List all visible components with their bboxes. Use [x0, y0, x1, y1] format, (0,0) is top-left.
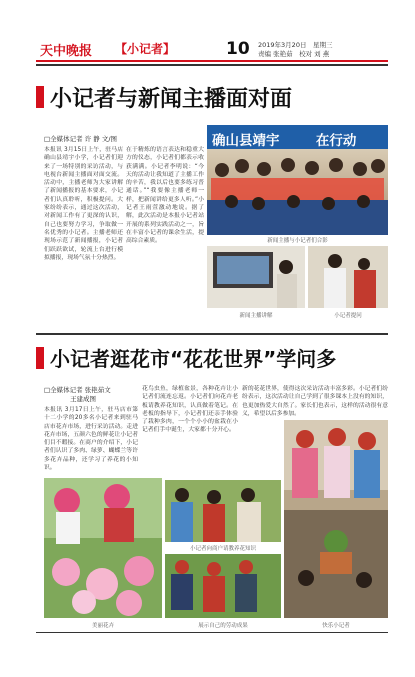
article2-photo3-caption: 展示自己的劳动成果 [198, 623, 248, 629]
article1-photo-group [207, 125, 388, 235]
section-name: 【小记者】 [115, 42, 176, 56]
article1-photo3 [308, 246, 388, 308]
date-line: 2019年3月20日 星期三 [258, 41, 333, 49]
masthead-rule [36, 60, 388, 62]
page-bottom-rule [36, 632, 388, 633]
article2-photo4 [284, 420, 388, 618]
article2-photo2 [165, 480, 281, 542]
article2-photo1 [44, 478, 162, 618]
article2-headline: 小记者逛花市“花花世界”学问多 [50, 347, 337, 371]
article2-top-rule [36, 333, 388, 335]
article2-photo3 [165, 554, 281, 618]
article1-byline: □全媒体记者 许 静 文/图 [44, 135, 118, 143]
article2-column-3: 新的花花世界，使得这次采访活动丰富多彩。小记者们纷纷表示，这次活动让自己学到了很多课本上没有的知识，也更加热爱大自然了。家长们也表示，这样的活动很有意义，希望以后多参加。 [242, 386, 388, 417]
article1-column-2: 在于精炼的语言表达和稳重大方的仪态，小记者们都表示收获满满。小记者李明说：“今天的活动让我知道了主播工作的辛苦，我以后也要多练习普通话。”“我要像主播老师一样，把新闻讲给更多人听。”小记者王雨萱激动地说。据了解，此次活动是本报小记者站开展的系列实践活动之一，旨在丰富小记者的课余生活，提高综合素质。 [126, 147, 204, 245]
article1-photo1-caption: 新闻主播与小记者们合影 [267, 238, 328, 244]
article2-byline: □全媒体记者 张艳茹文 [44, 386, 111, 394]
article2-photo4-caption: 快乐小记者 [322, 623, 350, 629]
article1-column-1: 本报讯 3月15日上午，驻马店确山县靖宇小学，小记者们迎来了一场特别的采访活动，与电视台新闻主播面对面交流。活动中，主播老师为大家讲解了新闻播报的基本要求，小记者们认真聆听，积极提问。大家纷纷表示，通过这次活动，对新闻工作有了更深的认识，自己也要努力学习，争取做一名优秀的小记者。主播老师还现场示范了新闻播报，小记者们跃跃欲试，轮流上台进行模拟播报，现场气氛十分热烈。 [44, 147, 123, 261]
article1-photo2 [207, 246, 305, 308]
article2-column-1: 本报讯 3月17日上午，驻马店市第十二小学的20多名小记者来到驻马店市花卉市场，进行采访活动。走进花卉市场，五颜六色的鲜花让小记者们目不暇接。在商户的介绍下，小记者们认识了多肉、绿萝、蝴蝶兰等许多花卉品种，还学习了养花的小知识。 [44, 407, 138, 472]
article1-headline-marker [36, 86, 44, 108]
article2-byline-photo: 王建成图 [70, 395, 96, 403]
article2-column-2: 花鸟虫鱼，绿植盆景，各种花卉让小记者们流连忘返。小记者们向花卉老板请教养花知识，认真做着笔记。在老板的指导下，小记者们还亲手体验了栽种多肉，一个个小小的盆栽在小记者们手中诞生，大家都十分开心。 [142, 386, 238, 434]
event-banner-text: 确山县靖宇 在行动 [212, 133, 357, 149]
newspaper-logo: 天中晚报 [40, 44, 93, 59]
article1-photo2-caption: 新闻主播讲解 [239, 313, 273, 319]
article1-top-rule [36, 64, 388, 66]
editor-line: 责编 张艳茹 校对 刘 燕 [258, 50, 330, 58]
article2-headline-marker [36, 347, 44, 369]
article1-photo3-caption: 小记者提问 [334, 313, 362, 319]
article1-headline: 小记者与新闻主播面对面 [50, 87, 293, 112]
article2-photo1-caption: 美丽花卉 [91, 623, 114, 629]
article2-photo2-caption: 小记者向商户请教养花知识 [189, 546, 256, 552]
page-number: 10 [226, 39, 250, 59]
